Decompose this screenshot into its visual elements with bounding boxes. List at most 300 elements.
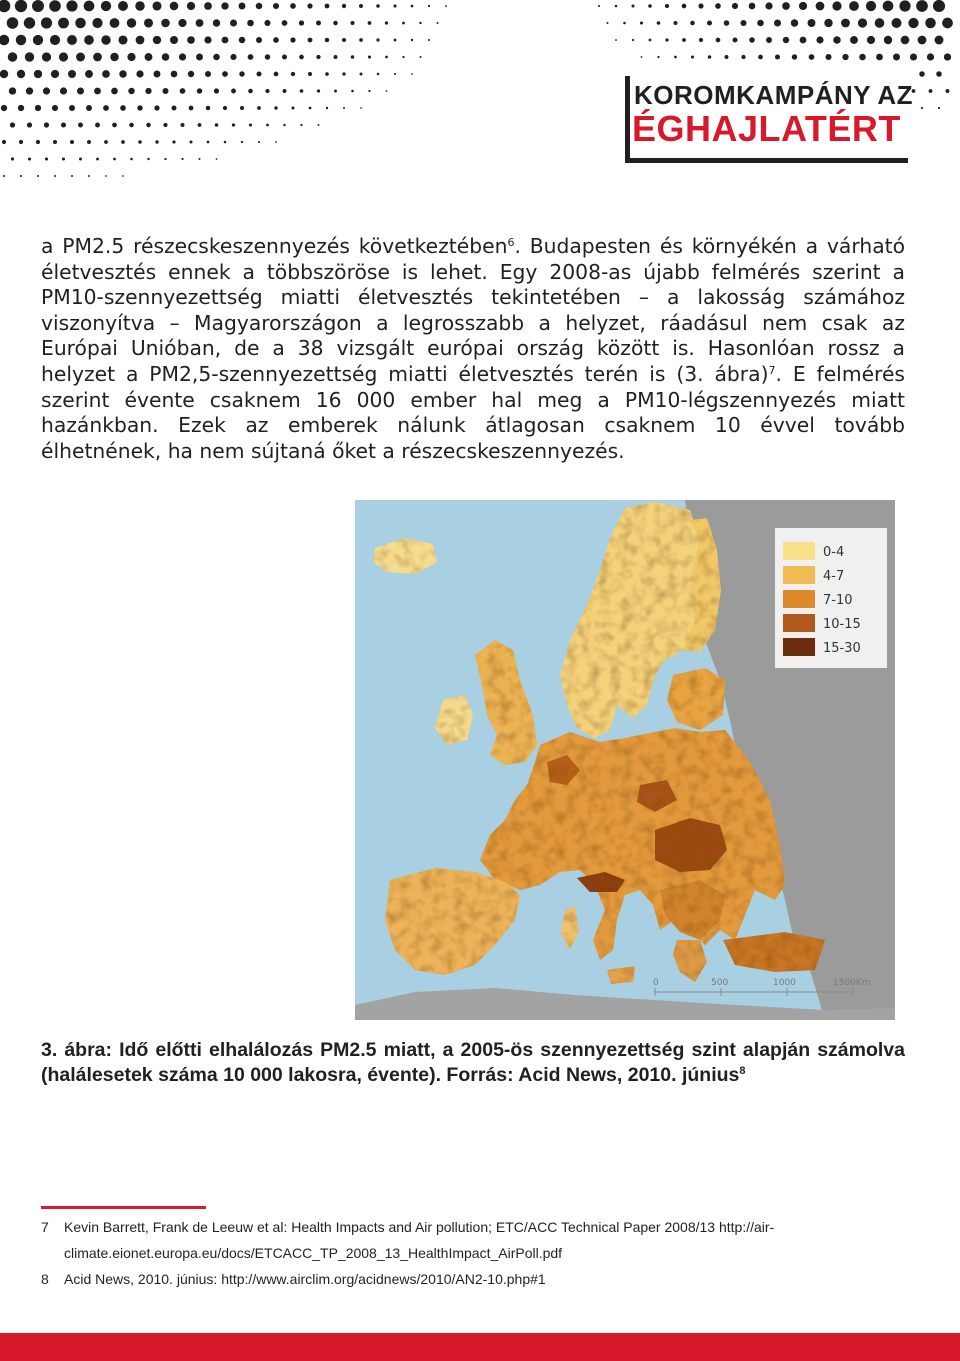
halftone-dot — [130, 158, 133, 161]
halftone-dot — [682, 38, 686, 42]
halftone-dot — [266, 124, 269, 127]
scale-tick-1500: 1500Km — [833, 978, 871, 988]
bottom-accent-bar — [0, 1333, 960, 1361]
halftone-dot — [892, 18, 902, 28]
halftone-dot — [189, 106, 194, 111]
halftone-dot — [129, 123, 134, 128]
halftone-dot — [299, 55, 304, 60]
halftone-dot — [715, 3, 721, 9]
halftone-dot — [206, 106, 211, 111]
legend-label: 15-30 — [823, 641, 861, 656]
halftone-dot — [946, 89, 950, 93]
halftone-dot — [10, 122, 15, 127]
halftone-dot — [921, 107, 923, 109]
halftone-dot — [105, 175, 107, 177]
halftone-dot — [188, 71, 194, 77]
halftone-dot — [799, 2, 807, 10]
halftone-dot — [859, 54, 866, 61]
footnote-ref-8[interactable]: 8 — [739, 1065, 746, 1077]
footnote-8-line1[interactable]: Acid News, 2010. június: http://www.airclim.org/acidnews/2010/AN2-10.php#1 — [64, 1271, 546, 1287]
halftone-dot — [674, 56, 677, 59]
halftone-dot — [876, 54, 883, 61]
halftone-dot — [402, 56, 404, 58]
halftone-dot — [394, 39, 397, 42]
halftone-dot — [62, 157, 65, 160]
halftone-dot — [791, 19, 799, 27]
halftone-dot — [85, 70, 93, 78]
halftone-dot — [841, 19, 850, 28]
halftone-dot — [164, 158, 166, 160]
halftone-dot — [615, 39, 617, 41]
halftone-dot — [171, 71, 178, 78]
halftone-dot — [690, 21, 695, 26]
halftone-dot — [850, 36, 858, 44]
brand-title-line1: KOROMKAMPÁNY AZ — [634, 80, 914, 110]
halftone-dot — [359, 4, 363, 8]
halftone-dot — [291, 106, 294, 109]
halftone-dot — [36, 140, 40, 144]
halftone-dot — [170, 2, 179, 11]
halftone-dot — [170, 36, 178, 44]
halftone-dot — [7, 17, 19, 29]
halftone-dot — [919, 71, 925, 77]
halftone-dot — [699, 38, 703, 42]
halftone-dot — [916, 0, 928, 12]
halftone-dot — [648, 4, 652, 8]
halftone-dot — [325, 38, 329, 42]
halftone-dot — [925, 18, 936, 29]
halftone-dot — [615, 5, 618, 8]
halftone-dot — [128, 88, 134, 94]
halftone-dot — [256, 71, 261, 76]
halftone-dot — [300, 124, 302, 126]
halftone-dot — [221, 2, 228, 9]
halftone-dot — [368, 90, 370, 92]
halftone-dot — [808, 19, 816, 27]
halftone-dot — [377, 73, 380, 76]
halftone-dot — [893, 54, 900, 61]
footnote-7-line2[interactable]: climate.eionet.europa.eu/docs/ETCACC_TP_2008_13_HealthImpact_AirPoll.pdf — [64, 1245, 563, 1261]
halftone-dot — [199, 158, 201, 160]
halftone-dot — [154, 71, 161, 78]
halftone-dot — [103, 105, 109, 111]
halftone-dot — [316, 55, 320, 59]
halftone-dot — [308, 72, 312, 76]
halftone-dot — [113, 158, 116, 161]
halftone-dot — [15, 0, 27, 12]
halftone-dot — [933, 0, 945, 12]
halftone-dot — [749, 37, 755, 43]
halftone-dot — [118, 35, 127, 44]
halftone-dot — [317, 89, 320, 92]
halftone-dot — [241, 141, 243, 143]
halftone-dot — [782, 2, 790, 10]
halftone-dot — [283, 124, 285, 126]
halftone-dot — [69, 105, 75, 111]
halftone-dot — [178, 19, 186, 27]
halftone-dot — [70, 140, 74, 144]
halftone-dot — [326, 107, 328, 109]
halftone-dot — [231, 89, 236, 94]
halftone-dot — [765, 2, 772, 9]
halftone-dot — [708, 55, 712, 59]
legend-label: 7-10 — [823, 593, 853, 608]
halftone-dot — [86, 105, 92, 111]
halftone-dot — [376, 38, 379, 41]
halftone-dot — [849, 1, 859, 11]
halftone-dot — [205, 71, 211, 77]
halftone-dot — [716, 38, 721, 43]
halftone-dot — [274, 106, 277, 109]
halftone-dot — [171, 105, 176, 110]
halftone-dot — [95, 123, 100, 128]
halftone-dot — [215, 123, 219, 127]
halftone-dot — [942, 18, 953, 29]
legend-swatch — [783, 566, 815, 584]
halftone-dot — [792, 54, 797, 59]
halftone-dot — [866, 1, 876, 11]
halftone-dot — [198, 123, 202, 127]
halftone-dot — [16, 35, 26, 45]
halftone-dot — [60, 87, 67, 94]
halftone-dot — [155, 140, 158, 143]
halftone-dot — [88, 175, 90, 177]
halftone-dot — [883, 1, 894, 12]
halftone-dot — [213, 54, 220, 61]
halftone-dot — [265, 89, 269, 93]
halftone-dot — [87, 140, 91, 144]
halftone-dot — [623, 22, 626, 25]
halftone-dot — [112, 123, 117, 128]
halftone-dot — [938, 107, 940, 109]
halftone-dot — [641, 56, 643, 58]
halftone-dot — [908, 18, 918, 28]
halftone-dot — [197, 88, 202, 93]
halftone-dot — [248, 89, 253, 94]
halftone-dot — [44, 122, 49, 127]
halftone-dot — [264, 20, 270, 26]
halftone-dot — [386, 90, 388, 92]
halftone-dot — [2, 140, 6, 144]
halftone-dot — [256, 3, 263, 10]
halftone-dot — [18, 105, 24, 111]
halftone-dot — [120, 105, 126, 111]
halftone-dot — [334, 55, 338, 59]
legend-label: 0-4 — [823, 545, 845, 560]
halftone-dot — [93, 53, 102, 62]
halftone-dot — [54, 175, 56, 177]
halftone-dot — [240, 106, 244, 110]
halftone-dot — [135, 1, 144, 10]
halftone-dot — [51, 70, 59, 78]
halftone-dot — [411, 73, 413, 75]
halftone-dot — [918, 36, 927, 45]
halftone-dot — [77, 87, 84, 94]
halftone-dot — [207, 141, 210, 144]
halftone-dot — [698, 3, 703, 8]
halftone-dot — [673, 21, 677, 25]
halftone-dot — [58, 18, 69, 29]
halftone-dot — [732, 3, 738, 9]
halftone-dot — [8, 52, 17, 61]
halftone-dot — [180, 123, 184, 127]
halftone-dot — [190, 141, 193, 144]
halftone-dot — [53, 140, 57, 144]
body-text-part1: a PM2.5 részecskeszennyezés következtében — [41, 234, 508, 258]
footnote-8 — [41, 1266, 911, 1292]
halftone-dot — [118, 1, 128, 11]
halftone-dot — [832, 1, 841, 10]
halftone-dot — [101, 35, 110, 44]
halftone-dot — [291, 72, 295, 76]
halftone-dot — [37, 175, 39, 177]
halftone-dot — [137, 105, 142, 110]
halftone-dot — [67, 35, 77, 45]
halftone-dot — [342, 72, 345, 75]
halftone-dot — [172, 140, 175, 143]
halftone-dot — [274, 72, 279, 77]
halftone-dot — [351, 90, 354, 93]
halftone-dot — [300, 89, 304, 93]
halftone-dot — [110, 53, 118, 61]
halftone-dot — [127, 53, 135, 61]
halftone-dot — [935, 36, 944, 45]
legend-swatch — [783, 590, 815, 608]
halftone-dot — [741, 55, 745, 59]
footnote-ref-6[interactable]: 6 — [507, 236, 515, 249]
halftone-dot — [334, 90, 337, 93]
halftone-dot — [102, 70, 110, 78]
halftone-dot — [385, 56, 388, 59]
halftone-dot — [411, 39, 413, 41]
halftone-dot — [884, 36, 892, 44]
halftone-dot — [842, 54, 848, 60]
halftone-dot — [230, 20, 237, 27]
halftone-dot — [774, 19, 781, 26]
footnotes — [41, 1214, 911, 1292]
halftone-dot — [419, 22, 421, 24]
body-text-part3: . E felmérés szerint évente csaknem 16 000 ember hal meg a PM10-légszennyezés miatt hazánkban. Ezek az emberek nálunk átlagosan csaknem 10 évvel tovább élhetnének, ha nem sújtaná őket a részecskeszennyezés. — [41, 361, 905, 463]
halftone-dot — [732, 37, 737, 42]
halftone-dot — [936, 71, 942, 77]
halftone-dot — [17, 70, 25, 78]
halftone-dot — [181, 158, 183, 160]
halftone-dot — [606, 22, 608, 24]
halftone-dot — [84, 35, 94, 45]
halftone-dot — [163, 123, 167, 127]
halftone-dot — [224, 141, 227, 144]
scale-tick-500: 500 — [711, 978, 729, 988]
halftone-dot — [420, 56, 422, 58]
halftone-dot — [290, 37, 295, 42]
halftone-dot — [724, 20, 730, 26]
halftone-dot — [26, 87, 33, 94]
halftone-dot — [273, 37, 279, 43]
halftone-dot — [20, 175, 22, 177]
halftone-dot — [927, 53, 934, 60]
halftone-dot — [76, 53, 85, 62]
halftone-dot — [707, 20, 712, 25]
halftone-dot — [757, 20, 764, 27]
halftone-dot — [136, 36, 145, 45]
halftone-dot — [394, 73, 396, 75]
halftone-dot — [0, 70, 8, 78]
halftone-dot — [49, 0, 61, 12]
halftone-dot — [50, 35, 60, 45]
halftone-dot — [28, 157, 31, 160]
halftone-dot — [239, 3, 246, 10]
halftone-dot — [649, 39, 652, 42]
halftone-dot — [665, 4, 669, 8]
halftone-dot — [333, 21, 338, 26]
halftone-dot — [204, 36, 211, 43]
halftone-dot — [27, 122, 32, 127]
halftone-dot — [71, 175, 73, 177]
halftone-dot — [282, 20, 288, 26]
halftone-dot — [631, 4, 634, 7]
halftone-dot — [110, 18, 120, 28]
halftone-dot — [152, 1, 161, 10]
halftone-dot — [265, 54, 270, 59]
halftone-dot — [359, 38, 363, 42]
halftone-dot — [360, 73, 363, 76]
halftone-dot — [858, 18, 867, 27]
halftone-dot — [144, 18, 153, 27]
halftone-dot — [79, 158, 82, 161]
halftone-dot — [232, 123, 235, 126]
halftone-dot — [809, 54, 815, 60]
footnote-ref-7[interactable]: 7 — [768, 363, 776, 377]
halftone-dot — [34, 70, 42, 78]
halftone-dot — [59, 52, 68, 61]
halftone-dot — [11, 157, 14, 160]
figure-caption — [41, 1038, 905, 1088]
halftone-dot — [153, 36, 161, 44]
halftone-dot — [119, 70, 126, 77]
halftone-dot — [445, 5, 447, 7]
halftone-dot — [43, 87, 50, 94]
halftone-dot — [428, 39, 430, 41]
halftone-dot — [665, 38, 668, 41]
halftone-dot — [248, 54, 254, 60]
halftone-dot — [222, 71, 228, 77]
legend-label: 10-15 — [823, 617, 861, 632]
halftone-dot — [258, 141, 260, 143]
halftone-dot — [196, 54, 203, 61]
halftone-dot — [230, 54, 236, 60]
halftone-dot — [318, 124, 320, 126]
halftone-dot — [275, 141, 277, 143]
halftone-dot — [325, 72, 329, 76]
halftone-dot — [61, 122, 66, 127]
halftone-dot — [393, 4, 396, 7]
halftone-dot — [84, 1, 95, 12]
halftone-dot — [222, 37, 229, 44]
halftone-dot — [146, 123, 150, 127]
halftone-dot — [127, 18, 136, 27]
halftone-dot — [1, 105, 7, 111]
halftone-dot — [640, 21, 643, 24]
halftone-dot — [598, 5, 600, 7]
halftone-dot — [402, 22, 405, 25]
footnote-separator — [41, 1206, 206, 1209]
halftone-dot — [783, 37, 789, 43]
body-text-part2: . Budapesten és környékén a várható életvesztés ennek a többszöröse is lehet. Egy 2008-as újabb felmérés szerint a PM10-szennyezettség miatti életvesztés tekintetében – a lakosság számához viszonyítva – Magyarországon a legrosszabb a helyzet, ráadásul nem csak az Európai Unióban, de a 38 vizsgált európai ország között is. Hasonlóan rossz a helyzet a PM2,5-szennyezettség miatti életvesztés terén is (3. ábra) — [41, 234, 905, 386]
halftone-dot — [825, 54, 831, 60]
halftone-dot — [816, 36, 823, 43]
halftone-dot — [32, 0, 44, 12]
halftone-dot — [216, 158, 218, 160]
halftone-dot — [691, 55, 694, 58]
halftone-dot — [325, 4, 330, 9]
halftone-dot — [104, 140, 108, 144]
halftone-dot — [657, 56, 659, 58]
halftone-dot — [3, 175, 5, 177]
halftone-dot — [749, 3, 756, 10]
halftone-dot — [121, 140, 125, 144]
halftone-dot — [437, 22, 439, 24]
halftone-dot — [41, 17, 52, 28]
halftone-dot — [162, 53, 170, 61]
halftone-dot — [0, 35, 9, 46]
footnote-number: 7 — [41, 1219, 49, 1235]
halftone-dot — [351, 55, 355, 59]
brand-title-line2: ÉGHAJLATÉRT — [632, 108, 901, 149]
halftone-dot — [368, 55, 371, 58]
halftone-dot — [800, 37, 807, 44]
halftone-dot — [944, 53, 951, 60]
halftone-dot — [96, 158, 99, 161]
halftone-dot — [179, 53, 186, 60]
halftone-dot — [350, 21, 354, 25]
halftone-dot — [875, 18, 885, 28]
halftone-dot — [273, 3, 279, 9]
halftone-dot — [52, 105, 58, 111]
body-paragraph — [41, 234, 905, 464]
halftone-dot — [385, 21, 388, 24]
halftone-dot — [725, 55, 729, 59]
halftone-dot — [740, 20, 746, 26]
halftone-dot — [147, 158, 149, 160]
halftone-dot — [75, 18, 86, 29]
halftone-dot — [766, 37, 772, 43]
halftone-dot — [145, 53, 153, 61]
halftone-dot — [899, 0, 910, 11]
halftone-dot — [816, 2, 825, 11]
halftone-dot — [239, 71, 244, 76]
halftone-dot — [78, 123, 83, 128]
figure-caption-text: 3. ábra: Idő előtti elhalálozás PM2.5 miatt, a 2005-ös szennyezettség szint alapján számolva (halálesetek száma 10 000 lakosra, évente). Forrás: Acid News, 2010. június — [41, 1039, 905, 1086]
halftone-dot — [66, 0, 77, 11]
halftone-dot — [758, 55, 763, 60]
halftone-dot — [111, 88, 118, 95]
legend-swatch — [783, 638, 815, 656]
halftone-dot — [824, 19, 832, 27]
halftone-dot — [308, 38, 313, 43]
halftone-dot — [256, 37, 262, 43]
halftone-dot — [122, 175, 124, 177]
halftone-dot — [9, 87, 16, 94]
halftone-dot — [309, 107, 312, 110]
halftone-dot — [249, 123, 252, 126]
halftone-dot — [92, 18, 102, 28]
halftone-dot — [929, 89, 933, 93]
footnote-7-line1[interactable]: Kevin Barrett, Frank de Leeuw et al: Health Impacts and Air pollution; ETC/ACC Technical Paper 2008/13 http://air- — [64, 1219, 775, 1235]
halftone-dot — [307, 3, 312, 8]
halftone-dot — [283, 89, 287, 93]
scale-tick-0: 0 — [653, 978, 659, 988]
halftone-dot — [223, 106, 227, 110]
